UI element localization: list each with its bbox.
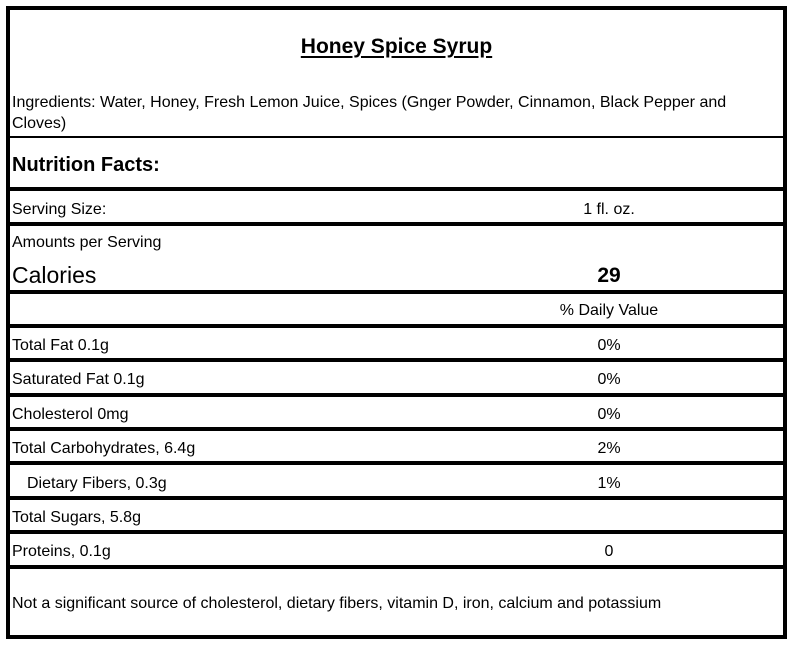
- footnote: Not a significant source of cholesterol, dietary fibers, vitamin D, iron, calcium and potassium: [12, 595, 662, 612]
- nutrient-label: Cholesterol 0mg: [12, 406, 129, 423]
- nutrient-value: 2%: [597, 440, 621, 457]
- amounts-per-serving: Amounts per Serving: [12, 234, 162, 251]
- nutrient-value: 0%: [597, 406, 621, 423]
- nutrient-label: Total Fat 0.1g: [12, 337, 109, 354]
- nutrient-label: Total Carbohydrates, 6.4g: [12, 440, 196, 457]
- divider: [6, 358, 787, 362]
- divider: [6, 290, 787, 294]
- nutrient-label: Dietary Fibers, 0.3g: [27, 475, 167, 492]
- nutrient-label: Saturated Fat 0.1g: [12, 371, 145, 388]
- nutrient-value: 0%: [597, 371, 621, 388]
- daily-value-header: % Daily Value: [559, 302, 659, 319]
- divider: [6, 565, 787, 569]
- divider: [6, 530, 787, 534]
- ingredients-text: Ingredients: Water, Honey, Fresh Lemon Juice, Spices (Gnger Powder, Cinnamon, Black Pepper and Cloves): [12, 94, 727, 132]
- divider: [6, 461, 787, 465]
- nutrition-heading: Nutrition Facts:: [12, 154, 160, 176]
- divider: [6, 393, 787, 397]
- nutrient-value: 0%: [597, 337, 621, 354]
- divider: [6, 222, 787, 226]
- divider: [6, 324, 787, 328]
- calories-value: 29: [597, 264, 621, 287]
- divider: [6, 136, 787, 138]
- serving-size-label: Serving Size:: [12, 201, 107, 218]
- product-title: Honey Spice Syrup: [300, 35, 493, 58]
- nutrient-value: 1%: [597, 475, 621, 492]
- nutrient-label: Proteins, 0.1g: [12, 543, 111, 560]
- serving-size-value: 1 fl. oz.: [583, 201, 635, 218]
- divider: [6, 187, 787, 191]
- calories-label: Calories: [12, 262, 97, 288]
- nutrient-label: Total Sugars, 5.8g: [12, 509, 141, 526]
- nutrient-value: 0: [604, 543, 614, 560]
- divider: [6, 427, 787, 431]
- divider: [6, 496, 787, 500]
